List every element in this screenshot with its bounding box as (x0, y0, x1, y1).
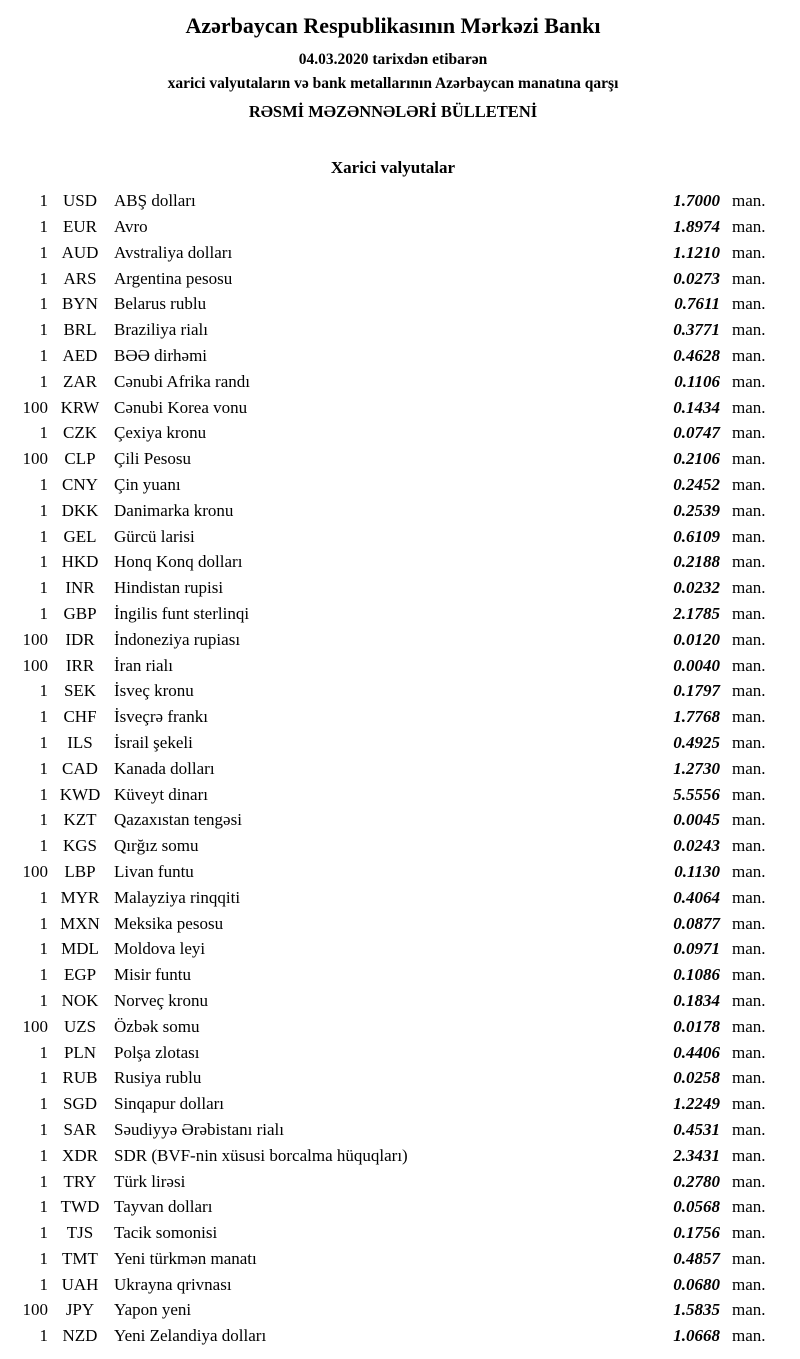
currency-code: USD (62, 191, 97, 211)
currency-code: AUD (61, 242, 99, 262)
currency-code: SGD (62, 1094, 97, 1114)
unit-label: man. (732, 1300, 766, 1320)
currency-code: CLP (64, 449, 96, 469)
currency-code: BYN (62, 294, 98, 314)
bulletin-title: RƏSMİ MƏZƏNNƏLƏRİ BÜLLETENİ (248, 101, 538, 121)
rate-row (14, 369, 772, 395)
unit-label: man. (732, 1197, 766, 1217)
rate-row (14, 1040, 772, 1066)
rate-value: 0.4531 (673, 1119, 720, 1139)
rate-row (14, 446, 772, 472)
currency-code: CNY (62, 474, 98, 494)
rate-value: 0.0258 (673, 1068, 720, 1088)
currency-name: Rusiya rublu (114, 1068, 202, 1088)
currency-code: IRR (65, 655, 95, 675)
rate-quantity: 1 (39, 346, 48, 365)
currency-code: SEK (63, 681, 97, 701)
currency-name: İsveçrə frankı (114, 707, 208, 727)
rate-quantity: 100 (22, 397, 48, 417)
currency-name: Meksika pesosu (114, 913, 224, 933)
rate-quantity: 1 (39, 1326, 48, 1346)
rate-value: 0.1797 (673, 681, 720, 701)
unit-label: man. (732, 603, 766, 623)
rate-row (14, 395, 772, 421)
rate-row (14, 317, 772, 343)
currency-code: MXN (60, 913, 100, 933)
currency-code: UAH (61, 1274, 99, 1294)
unit-label: man. (732, 1274, 766, 1294)
currency-code: PLN (63, 1042, 97, 1062)
currency-name: Polşa zlotası (114, 1042, 200, 1062)
unit-label: man. (732, 732, 766, 752)
rate-quantity: 1 (39, 1068, 48, 1088)
unit-label: man. (732, 294, 766, 314)
currency-name: Honq Konq dolları (114, 552, 243, 572)
unit-label: man. (732, 371, 766, 391)
currency-name: Özbək somu (114, 1016, 200, 1036)
currency-name: Kanada dolları (114, 758, 215, 778)
section-title-foreign-currencies: Xarici valyutalar (330, 158, 456, 178)
currency-code: JPY (65, 1300, 95, 1320)
rate-row (14, 240, 772, 266)
currency-code: UZS (63, 1016, 97, 1036)
unit-label: man. (732, 1326, 766, 1346)
currency-code: RUB (62, 1068, 98, 1088)
currency-name: Gürcü larisi (114, 526, 195, 546)
unit-label: man. (732, 1248, 766, 1268)
currency-name: Türk lirəsi (114, 1171, 186, 1191)
rate-quantity: 100 (22, 861, 48, 881)
rate-quantity: 1 (39, 732, 48, 752)
currency-name: Qırğız somu (114, 836, 199, 856)
currency-name: Çexiya kronu (114, 423, 207, 443)
unit-label: man. (732, 552, 766, 572)
rate-row (14, 1091, 772, 1117)
rate-value: 0.2539 (673, 500, 720, 520)
unit-label: man. (732, 346, 766, 365)
unit-label: man. (732, 990, 766, 1010)
currency-code: KRW (60, 397, 100, 417)
unit-label: man. (732, 913, 766, 933)
currency-code: BRL (63, 320, 97, 340)
bulletin-header (14, 12, 772, 122)
rate-row (14, 756, 772, 782)
currency-name: Qazaxıstan tengəsi (114, 810, 242, 830)
currency-name: Hindistan rupisi (114, 578, 224, 598)
unit-label: man. (732, 526, 766, 546)
rate-value: 1.0668 (673, 1326, 720, 1346)
rate-quantity: 1 (39, 526, 48, 546)
rate-value: 0.0232 (673, 578, 720, 598)
currency-name: Cənubi Korea vonu (114, 397, 248, 417)
rate-row (14, 291, 772, 317)
unit-label: man. (732, 268, 766, 288)
rate-row (14, 653, 772, 679)
currency-code: TWD (60, 1197, 100, 1217)
currency-code: XDR (62, 1145, 98, 1165)
unit-label: man. (732, 1119, 766, 1139)
currency-name: Malayziya rinqqiti (114, 887, 241, 907)
rate-value: 5.5556 (673, 784, 720, 804)
rate-value: 0.2452 (673, 474, 720, 494)
rate-row (14, 678, 772, 704)
rate-quantity: 1 (39, 990, 48, 1010)
unit-label: man. (732, 707, 766, 727)
rate-quantity: 100 (22, 629, 48, 649)
unit-label: man. (732, 397, 766, 417)
currency-code: EGP (63, 965, 97, 985)
rate-row (14, 1297, 772, 1323)
rate-quantity: 1 (39, 578, 48, 598)
rate-quantity: 1 (39, 423, 48, 443)
rate-row (14, 524, 772, 550)
rate-value: 0.0877 (673, 913, 720, 933)
rate-row (14, 343, 772, 369)
rate-row (14, 549, 772, 575)
rate-quantity: 1 (39, 1223, 48, 1243)
currency-code: KZT (63, 810, 97, 830)
rate-value: 0.1834 (673, 990, 720, 1010)
rate-row (14, 704, 772, 730)
rate-quantity: 1 (39, 320, 48, 340)
unit-label: man. (732, 1171, 766, 1191)
rate-quantity: 1 (39, 603, 48, 623)
rate-quantity: 1 (39, 810, 48, 830)
rate-row (14, 1246, 772, 1272)
currency-code: ZAR (63, 371, 97, 391)
rate-row (14, 885, 772, 911)
rate-value: 1.7000 (673, 191, 720, 211)
currency-name: SDR (BVF-nin xüsusi borcalma hüquqları) (114, 1145, 408, 1165)
rate-value: 0.2188 (673, 552, 720, 572)
rate-quantity: 1 (39, 707, 48, 727)
rate-quantity: 1 (39, 965, 48, 985)
currency-code: GBP (63, 603, 97, 623)
rate-value: 0.0045 (673, 810, 720, 830)
rate-value: 0.0568 (673, 1197, 720, 1217)
rate-value: 0.0273 (673, 268, 720, 288)
rate-quantity: 100 (22, 655, 48, 675)
currency-name: Norveç kronu (114, 990, 208, 1010)
currency-name: Moldova leyi (114, 939, 206, 959)
unit-label: man. (732, 1042, 766, 1062)
currency-code: MYR (60, 887, 100, 907)
currency-name: Sinqapur dolları (114, 1094, 225, 1114)
currency-name: Yeni Zelandiya dolları (114, 1326, 267, 1346)
rate-value: 0.0040 (673, 655, 720, 675)
currency-code: MDL (61, 939, 99, 959)
unit-label: man. (732, 320, 766, 340)
rate-quantity: 100 (22, 449, 48, 469)
rate-row (14, 1014, 772, 1040)
unit-label: man. (732, 836, 766, 856)
currency-name: Danimarka kronu (114, 500, 234, 520)
rate-value: 0.0971 (673, 939, 720, 959)
unit-label: man. (732, 861, 766, 881)
currency-name: Çin yuanı (114, 474, 181, 494)
rate-value: 0.1106 (674, 371, 720, 391)
rate-quantity: 100 (22, 1300, 48, 1320)
unit-label: man. (732, 449, 766, 469)
rate-value: 0.3771 (673, 320, 720, 340)
rate-value: 0.0120 (673, 629, 720, 649)
rate-row (14, 936, 772, 962)
rate-quantity: 1 (39, 1094, 48, 1114)
currency-code: GEL (63, 526, 97, 546)
rate-value: 0.2106 (673, 449, 720, 469)
unit-label: man. (732, 423, 766, 443)
currency-name: İsrail şekeli (114, 732, 193, 752)
unit-label: man. (732, 1145, 766, 1165)
rate-value: 0.1756 (673, 1223, 720, 1243)
rate-quantity: 1 (39, 1274, 48, 1294)
effective-date: 04.03.2020 tarixdən etibarən (298, 50, 488, 68)
currency-code: KWD (59, 784, 101, 804)
rate-row (14, 807, 772, 833)
rate-quantity: 1 (39, 1171, 48, 1191)
currency-code: TJS (66, 1223, 94, 1243)
currency-code: INR (65, 578, 95, 598)
rate-row (14, 911, 772, 937)
rate-row (14, 627, 772, 653)
rate-value: 0.1130 (674, 861, 720, 881)
currency-name: Yapon yeni (114, 1300, 192, 1320)
rate-row (14, 833, 772, 859)
rate-row (14, 601, 772, 627)
currency-name: Avstraliya dolları (114, 242, 233, 262)
unit-label: man. (732, 965, 766, 985)
currency-code: TMT (62, 1248, 98, 1268)
rate-value: 1.1210 (673, 242, 720, 262)
rate-quantity: 1 (39, 191, 48, 211)
rate-row (14, 859, 772, 885)
rate-row (14, 1169, 772, 1195)
currency-code: CZK (63, 423, 97, 443)
rate-quantity: 1 (39, 1248, 48, 1268)
rate-quantity: 100 (22, 1016, 48, 1036)
rate-value: 1.2730 (673, 758, 720, 778)
currency-code: DKK (61, 500, 99, 520)
unit-label: man. (732, 578, 766, 598)
unit-label: man. (732, 1094, 766, 1114)
unit-label: man. (732, 500, 766, 520)
rate-value: 1.8974 (673, 217, 720, 237)
rate-value: 0.7611 (674, 294, 720, 314)
rate-row (14, 472, 772, 498)
currency-code: CAD (62, 758, 98, 778)
currency-name: Cənubi Afrika randı (114, 371, 250, 391)
rate-value: 0.2780 (673, 1171, 720, 1191)
unit-label: man. (732, 758, 766, 778)
unit-label: man. (732, 939, 766, 959)
rate-row (14, 266, 772, 292)
rate-value: 0.4628 (673, 346, 720, 365)
unit-label: man. (732, 784, 766, 804)
rate-value: 0.0680 (673, 1274, 720, 1294)
rate-value: 0.1434 (673, 397, 720, 417)
currency-name: İndoneziya rupiası (114, 629, 241, 649)
rate-row (14, 420, 772, 446)
unit-label: man. (732, 1068, 766, 1088)
unit-label: man. (732, 1016, 766, 1036)
currency-name: Avro (114, 217, 148, 237)
currency-name: Ukrayna qrivnası (114, 1274, 232, 1294)
rate-quantity: 1 (39, 1042, 48, 1062)
currency-code: KGS (62, 836, 97, 856)
rate-quantity: 1 (39, 887, 48, 907)
rate-row (14, 188, 772, 214)
rate-quantity: 1 (39, 681, 48, 701)
rate-quantity: 1 (39, 1145, 48, 1165)
currency-name: Misir funtu (114, 965, 191, 985)
rate-row (14, 782, 772, 808)
currency-code: CHF (63, 707, 97, 727)
currency-name: Belarus rublu (114, 294, 207, 314)
unit-label: man. (732, 1223, 766, 1243)
rate-row (14, 1117, 772, 1143)
rate-quantity: 1 (39, 552, 48, 572)
rate-quantity: 1 (39, 217, 48, 237)
unit-label: man. (732, 191, 766, 211)
currency-name: İran rialı (114, 655, 173, 675)
rate-value: 0.0243 (673, 836, 720, 856)
currency-code: LBP (64, 861, 96, 881)
rate-row (14, 1220, 772, 1246)
bank-title: Azərbaycan Respublikasının Mərkəzi Bankı (185, 13, 601, 38)
unit-label: man. (732, 474, 766, 494)
unit-label: man. (732, 217, 766, 237)
rates-table (14, 188, 772, 1349)
currency-code: NOK (61, 990, 99, 1010)
currency-code: IDR (65, 629, 95, 649)
rate-value: 0.4857 (673, 1248, 720, 1268)
rate-value: 0.0747 (673, 423, 720, 443)
currency-code: ILS (67, 732, 93, 752)
rate-quantity: 1 (39, 500, 48, 520)
rate-quantity: 1 (39, 268, 48, 288)
currency-code: AED (62, 346, 98, 365)
rate-row (14, 988, 772, 1014)
currency-name: İsveç kronu (114, 681, 194, 701)
unit-label: man. (732, 242, 766, 262)
rate-quantity: 1 (39, 294, 48, 314)
currency-code: HKD (61, 552, 99, 572)
rate-value: 1.2249 (673, 1094, 720, 1114)
currency-name: BƏƏ dirhəmi (114, 346, 208, 365)
rate-value: 1.5835 (673, 1300, 720, 1320)
currency-name: Livan funtu (114, 861, 194, 881)
rate-quantity: 1 (39, 1119, 48, 1139)
currency-name: Tacik somonisi (114, 1223, 218, 1243)
rate-value: 0.6109 (673, 526, 720, 546)
currency-name: Braziliya rialı (114, 320, 208, 340)
rate-value: 0.4925 (673, 732, 720, 752)
rate-value: 0.4064 (673, 887, 720, 907)
rate-value: 2.3431 (673, 1145, 720, 1165)
rate-row (14, 1194, 772, 1220)
currency-name: Tayvan dolları (114, 1197, 213, 1217)
rate-row (14, 1272, 772, 1298)
currency-name: Səudiyyə Ərəbistanı rialı (114, 1119, 284, 1139)
unit-label: man. (732, 655, 766, 675)
rate-value: 1.7768 (673, 707, 720, 727)
rate-quantity: 1 (39, 1197, 48, 1217)
currency-name: Küveyt dinarı (114, 784, 208, 804)
unit-label: man. (732, 629, 766, 649)
rate-value: 2.1785 (673, 603, 720, 623)
currency-name: Çili Pesosu (114, 449, 191, 469)
unit-label: man. (732, 887, 766, 907)
rate-row (14, 730, 772, 756)
rate-row (14, 1143, 772, 1169)
currency-code: ARS (63, 268, 97, 288)
currency-name: Yeni türkmən manatı (114, 1248, 257, 1268)
rate-row (14, 214, 772, 240)
rate-value: 0.0178 (673, 1016, 720, 1036)
currency-code: TRY (63, 1171, 97, 1191)
currency-name: ABŞ dolları (114, 191, 196, 211)
rate-quantity: 1 (39, 784, 48, 804)
currency-code: NZD (62, 1326, 98, 1346)
rate-row (14, 1323, 772, 1349)
currency-code: EUR (63, 217, 97, 237)
unit-label: man. (732, 681, 766, 701)
unit-label: man. (732, 810, 766, 830)
rate-value: 0.1086 (673, 965, 720, 985)
currency-name: İngilis funt sterlinqi (114, 603, 250, 623)
rate-row (14, 575, 772, 601)
rate-value: 0.4406 (673, 1042, 720, 1062)
currency-name: Argentina pesosu (114, 268, 233, 288)
rate-row (14, 962, 772, 988)
rate-quantity: 1 (39, 242, 48, 262)
rate-row (14, 1065, 772, 1091)
currency-code: SAR (63, 1119, 97, 1139)
rate-quantity: 1 (39, 371, 48, 391)
rate-quantity: 1 (39, 913, 48, 933)
rate-quantity: 1 (39, 836, 48, 856)
rate-quantity: 1 (39, 758, 48, 778)
rate-row (14, 498, 772, 524)
bulletin-subtitle: xarici valyutaların və bank metallarının Azərbaycan manatına qarşı (167, 74, 619, 92)
rate-quantity: 1 (39, 474, 48, 494)
rate-quantity: 1 (39, 939, 48, 959)
